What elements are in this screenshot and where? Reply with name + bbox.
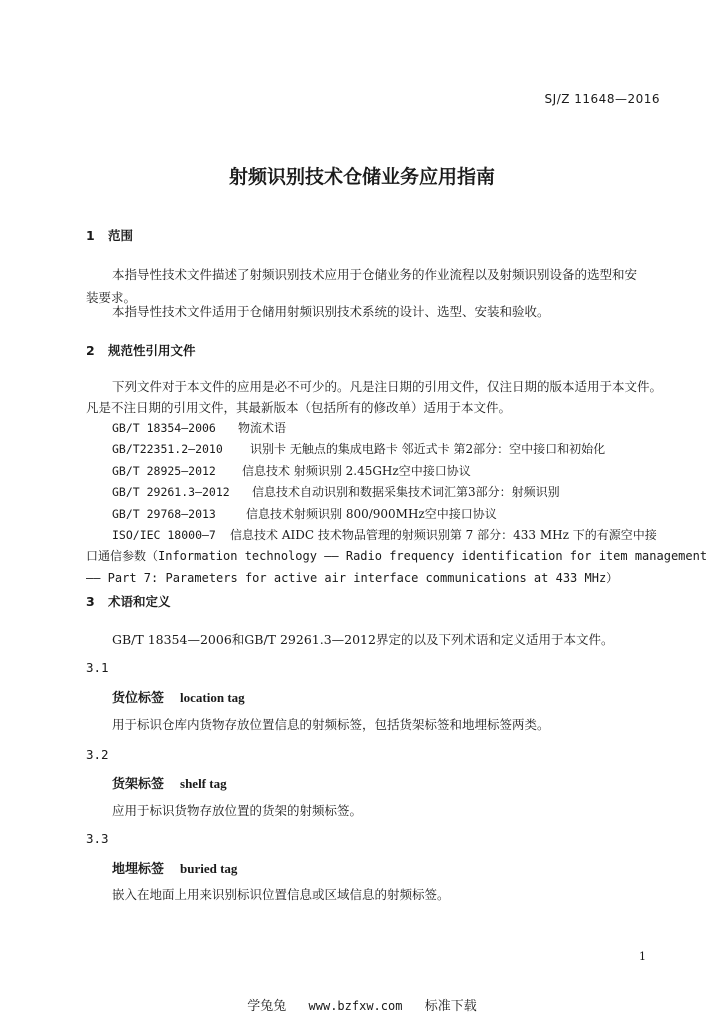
term-number: 3.2 xyxy=(86,747,109,762)
reference-title: 信息技术射频识别 800/900MHz空中接口协议 xyxy=(246,507,497,521)
term-heading xyxy=(112,858,237,877)
section-heading-normative-references xyxy=(86,341,196,359)
reference-code: GB/T 28925—2012 xyxy=(112,464,216,478)
standard-number: SJ/Z 11648—2016 xyxy=(544,92,660,106)
reference-item xyxy=(112,462,471,479)
section-title: 范围 xyxy=(108,228,134,243)
section-heading-terms-and-definitions xyxy=(86,592,171,610)
section-title: 规范性引用文件 xyxy=(108,343,196,358)
document-title: 射频识别技术仓储业务应用指南 xyxy=(228,166,495,188)
term-number: 3.1 xyxy=(86,660,109,675)
term-definition: 嵌入在地面上用来识别标识位置信息或区域信息的射频标签。 xyxy=(112,887,450,902)
reference-code: ISO/IEC 18000—7 xyxy=(112,528,216,542)
footer-url-link[interactable]: www.bzfxw.com xyxy=(308,999,403,1013)
footer-watermark xyxy=(0,995,724,1014)
reference-code: GB/T 18354—2006 xyxy=(112,421,216,435)
paragraph-line: 凡是不注日期的引用文件，其最新版本（包括所有的修改单）适用于本文件。 xyxy=(86,400,512,415)
term-zh: 货位标签 xyxy=(112,691,165,706)
term-en: location tag xyxy=(180,690,245,705)
section-title: 术语和定义 xyxy=(108,594,171,609)
term-en: shelf tag xyxy=(180,776,227,791)
term-heading xyxy=(112,773,227,792)
reference-continuation: 口通信参数（Information technology —— Radio frequency identification for item management xyxy=(86,549,708,563)
section-number: 1 xyxy=(86,228,95,243)
term-number: 3.3 xyxy=(86,831,109,846)
reference-item xyxy=(112,440,605,457)
term-zh: 地埋标签 xyxy=(112,862,165,877)
paragraph-line: 装要求。 xyxy=(86,290,137,305)
reference-title: 识别卡 无触点的集成电路卡 邻近式卡 第2部分：空中接口和初始化 xyxy=(250,442,606,456)
section-heading-scope xyxy=(86,226,133,244)
footer-site-name: 学兔兔 xyxy=(247,999,287,1014)
reference-code: GB/T 29261.3—2012 xyxy=(112,485,230,499)
reference-title: 信息技术 射频识别 2.45GHz空中接口协议 xyxy=(242,464,471,478)
term-en: buried tag xyxy=(180,861,238,876)
reference-item xyxy=(112,526,657,543)
reference-code: GB/T 29768—2013 xyxy=(112,507,216,521)
reference-item xyxy=(112,419,286,436)
paragraph-line: GB/T 18354—2006和GB/T 29261.3—2012界定的以及下列术语和定义适用于本文件。 xyxy=(112,632,614,647)
reference-title: 物流术语 xyxy=(238,421,287,435)
reference-item xyxy=(112,505,497,522)
term-definition: 应用于标识货物存放位置的货架的射频标签。 xyxy=(112,803,363,818)
reference-title: 信息技术 AIDC 技术物品管理的射频识别第 7 部分：433 MHz 下的有源空中接 xyxy=(230,528,657,542)
reference-continuation: —— Part 7: Parameters for active air interface communications at 433 MHz） xyxy=(86,571,619,585)
paragraph-line: 本指导性技术文件适用于仓储用射频识别技术系统的设计、选型、安装和验收。 xyxy=(112,304,550,319)
reference-title: 信息技术自动识别和数据采集技术词汇第3部分：射频识别 xyxy=(252,485,560,499)
section-number: 3 xyxy=(86,594,95,609)
section-number: 2 xyxy=(86,343,95,358)
reference-item xyxy=(112,483,560,500)
paragraph-line: 下列文件对于本文件的应用是必不可少的。凡是注日期的引用文件，仅注日期的版本适用于本文件。 xyxy=(112,379,663,394)
term-zh: 货架标签 xyxy=(112,777,165,792)
term-heading xyxy=(112,687,245,706)
term-definition: 用于标识仓库内货物存放位置信息的射频标签，包括货架标签和地埋标签两类。 xyxy=(112,717,550,732)
footer-tagline: 标准下载 xyxy=(424,999,477,1014)
page-number: 1 xyxy=(639,950,646,963)
paragraph-line: 本指导性技术文件描述了射频识别技术应用于仓储业务的作业流程以及射频识别设备的选型和安 xyxy=(112,267,638,282)
reference-code: GB/T22351.2—2010 xyxy=(112,442,223,456)
